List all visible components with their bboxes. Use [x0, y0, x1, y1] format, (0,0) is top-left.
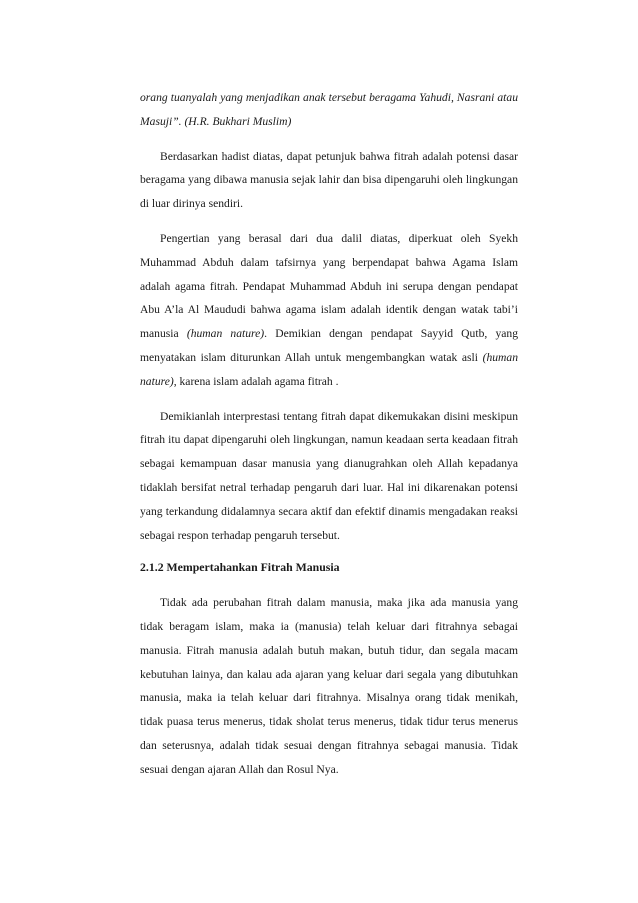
term-human-nature: (human nature)	[140, 350, 518, 388]
paragraph-fitrah-potential: Berdasarkan hadist diatas, dapat petunjuk bahwa fitrah adalah potensi dasar beragama yang dibawa manusia sejak lahir dan bisa dipengaruhi oleh lingkungan di luar dirinya sendiri.	[140, 149, 518, 211]
paragraph-text: , karena islam adalah agama fitrah .	[173, 374, 339, 388]
term-human-nature: (human nature)	[186, 327, 265, 341]
paragraph-text: Pengertian yang berasal dari dua dalil diatas, diperkuat oleh Syekh Muhammad Abduh dalam tafsirnya yang berpendapat bahwa Agama Islam adalah agama fitrah. Pendapat Muhammad Abduh ini serupa dengan pendapat Abu A’la Al Maududi bahwa agama islam adalah identik dengan watak tabi’i manusia	[140, 231, 518, 341]
paragraph-text: . Demikian dengan pendapat Sayyid Qutb, yang menyatakan islam diturunkan Allah untuk mengembangkan watak asli	[140, 327, 518, 364]
document-page	[140, 86, 518, 782]
section-heading: 2.1.2 Mempertahankan Fitrah Manusia	[140, 560, 340, 575]
paragraph-scholars-opinion	[140, 227, 518, 394]
paragraph-maintaining-fitrah: Tidak ada perubahan fitrah dalam manusia, maka jika ada manusia yang tidak beragam islam, maka ia (manusia) telah keluar dari fitrahnya sebagai manusia. Fitrah manusia adalah butuh makan, butuh tidur, dan segala macam kebutuhan lainya, dan kalau ada ajaran yang keluar dari segala yang dibutuhkan manusia, maka ia telah keluar dari fitrahnya. Misalnya orang tidak menikah, tidak puasa terus menerus, tidak sholat terus menerus, tidak tidur terus menerus dan seterusnya, adalah tidak sesuai dengan fitrahnya sebagai manusia. Tidak sesuai dengan ajaran Allah dan Rosul Nya.	[140, 596, 518, 776]
hadith-quote-continuation: orang tuanyalah yang menjadikan anak tersebut beragama Yahudi, Nasrani atau Masuji”. (H.R. Bukhari Muslim)	[140, 91, 518, 128]
paragraph-interpretation: Demikianlah interprestasi tentang fitrah dapat dikemukakan disini meskipun fitrah itu dapat dipengaruhi oleh lingkungan, namun keadaan serta keadaan fitrah sebagai kemampuan dasar manusia yang dianugrahkan oleh Allah kepadanya tidaklah bersifat netral terhadap pengaruh dari luar. Hal ini dikarenakan potensi yang terkandung didalamnya secara aktif dan efektif dinamis mengadakan reaksi sebagai respon terhadap pengaruh tersebut.	[140, 409, 518, 542]
